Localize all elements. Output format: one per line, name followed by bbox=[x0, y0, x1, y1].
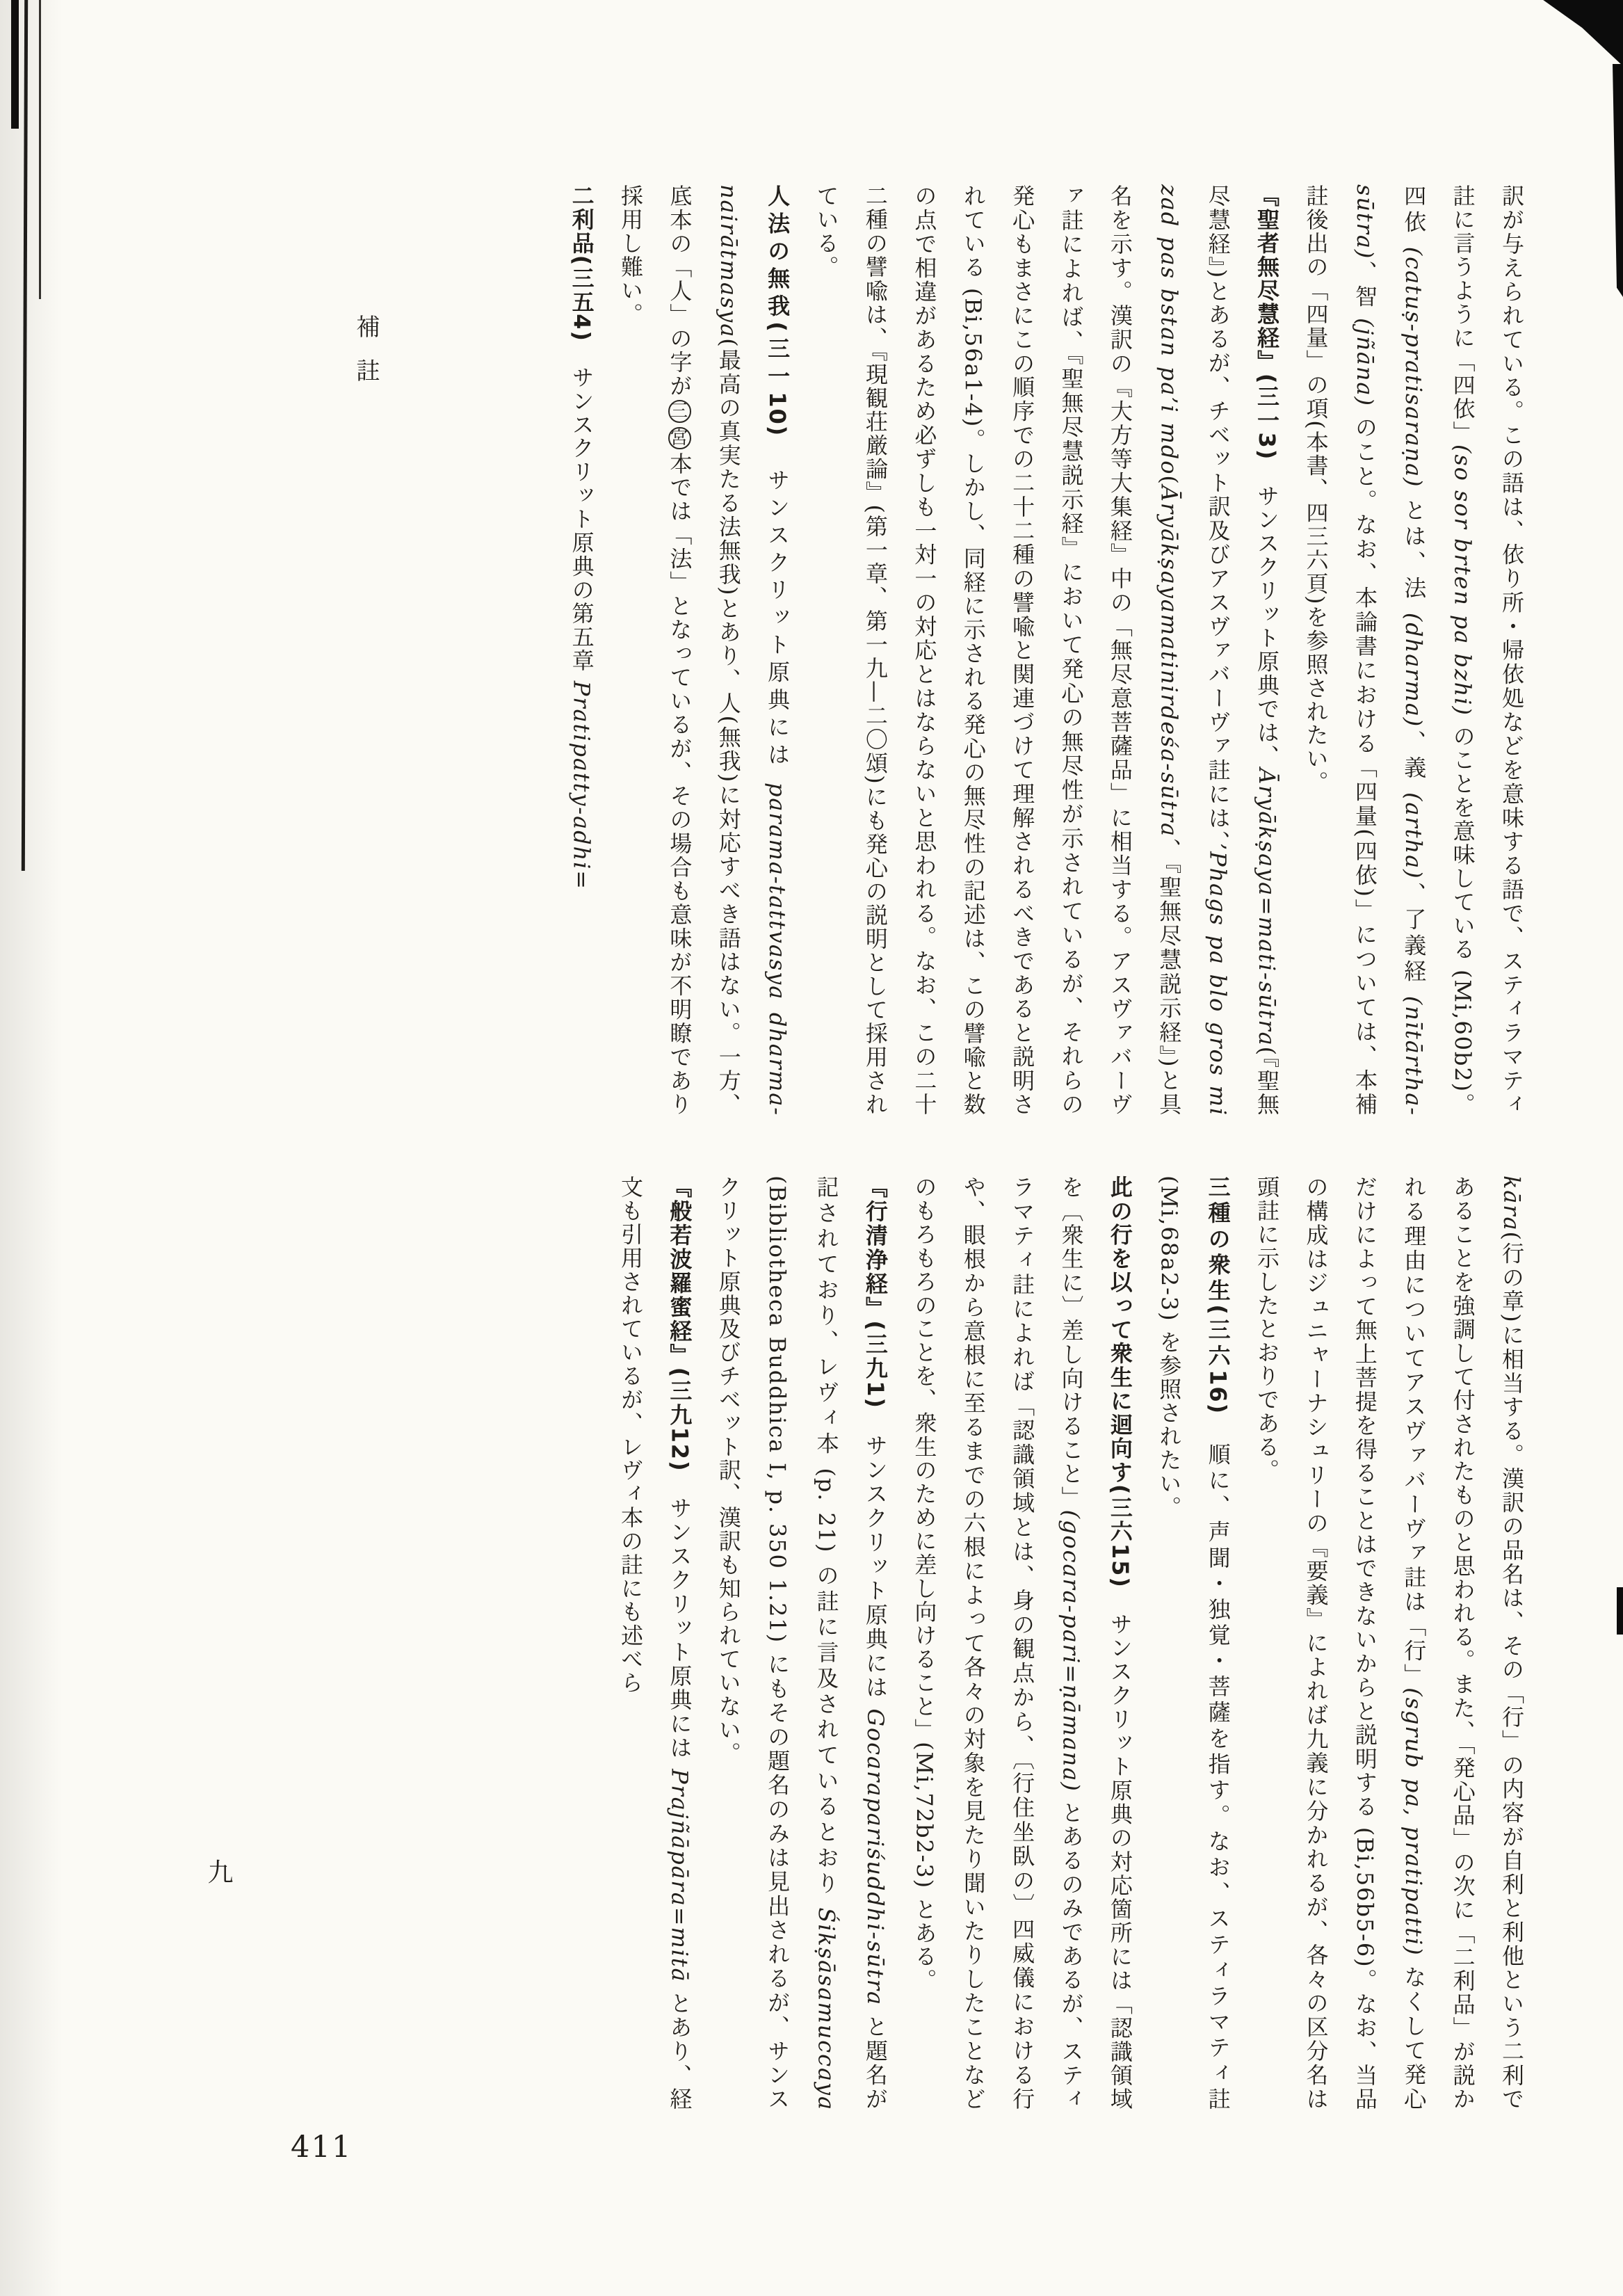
folio-number-arabic: 411 bbox=[291, 2130, 353, 2165]
text-run: を参照されたい。 bbox=[1156, 1322, 1183, 1520]
reference-citation: (Mi,72b2-3) bbox=[911, 1742, 938, 1890]
note-paragraph bbox=[704, 1175, 900, 2111]
text-run: 。しかし、同経に示される発心の無尽性の記述は、この譬喩と数の点で相違があるため必ずしも一対一の対応とはならないと思われる。なお、この二十二種の譬喩は、『現観荘厳論』(第一章、第一九—二〇頌)にも発心の説明として採用されている。 bbox=[813, 184, 987, 1116]
latin-term: (nītārtha-sūtra) bbox=[1351, 184, 1428, 1117]
latin-term: (sgrub pa, pratipatti) bbox=[1400, 1687, 1428, 1957]
text-run: とあり、経文も引用されているが、レヴィ本の註にも述べら bbox=[617, 1175, 693, 2111]
note-heading: 『聖者無尽慧経』(三一3) bbox=[1254, 184, 1281, 461]
latin-term: Śikṣāsamuccaya bbox=[813, 1907, 840, 2111]
text-run: 、義 bbox=[1400, 728, 1428, 793]
note-paragraph bbox=[802, 184, 1291, 1116]
reference-citation: (Bibliotheca Buddhica I, p. 350 1.21) bbox=[764, 1175, 791, 1644]
note-paragraph bbox=[606, 184, 802, 1116]
note-heading: 二利品(三五4) bbox=[568, 184, 595, 342]
latin-term: Prajñāpāra=mitā bbox=[666, 1769, 693, 1983]
note-heading: 三種の衆生(三六16) bbox=[1204, 1175, 1232, 1415]
lower-text-register bbox=[260, 1175, 1536, 2111]
latin-term: (catuṣ-pratisaraṇa) bbox=[1400, 246, 1428, 488]
text-run: とは、法 bbox=[1400, 488, 1428, 613]
folio-number-kanji: 九 bbox=[203, 1859, 233, 1884]
note-paragraph bbox=[1145, 1175, 1243, 2111]
latin-term: ’Phags pa blo gros mi zad pas bstan pa’i mdo bbox=[1156, 184, 1232, 1116]
text-run: 本では「法」となっているが、その場合も意味が不明瞭であり採用し難い。 bbox=[617, 184, 693, 1117]
note-paragraph bbox=[900, 1175, 1145, 2111]
text-run: 、智 bbox=[1351, 259, 1378, 319]
text-run: サンスクリット原典では、 bbox=[1254, 460, 1281, 769]
note-heading: 『般若波羅蜜経』(三九12) bbox=[666, 1175, 693, 1472]
scan-artifact-right-edge-tick bbox=[1617, 1587, 1623, 1635]
text-run: とある。 bbox=[911, 1889, 938, 1992]
text-run: サンスクリット原典には bbox=[862, 1408, 889, 1709]
latin-term: Āryākṣayamatinirdeśa-sūtra bbox=[1156, 485, 1183, 837]
text-run: のこと。なお、本論書における「四量(四依)」については、本補註後出の「四量」の項(本書、四三六頁)を参照されたい。 bbox=[1302, 184, 1378, 1116]
upper-text-register bbox=[260, 184, 1536, 1116]
note-paragraph bbox=[1291, 184, 1536, 1116]
note-heading: 『行清浄経』(三九1) bbox=[862, 1175, 889, 1409]
text-run: とあるのみであるが、スティラマティ註によれば「認識領域とは、身の観点から、〔行住坐臥の〕四威儀における行や、眼根から意根に至るまでの六根によって各々の対象を見たり聞いたりしたことなどのもろもろのことを、衆生のために差し向けること」 bbox=[911, 1175, 1085, 2111]
note-heading: 人法の無我(三一10) bbox=[764, 184, 791, 437]
latin-term: Āryākṣaya=mati-sūtra bbox=[1254, 768, 1281, 1047]
latin-term: parama-tattvasya dharma-nairātmasya bbox=[715, 184, 791, 1116]
text-run: 順に、声聞・独覚・菩薩を指す。なお、スティラマティ註 bbox=[1204, 1415, 1232, 2111]
text-run: 。四依 bbox=[1400, 184, 1476, 1117]
running-head: 補註 bbox=[352, 314, 380, 402]
text-run: (行の章)に相当する。漢訳の品名は、その「行」の内容が自利と利他という二利であることを強調して付されたものと思われる。また、「発心品」の次に「二利品」が説かれる理由についてアスヴァバーヴァ註は「行」 bbox=[1400, 1175, 1525, 2111]
scan-artifact-right-edge-strip bbox=[1613, 64, 1623, 297]
text-run: サンスクリット原典には bbox=[764, 437, 791, 782]
siglum-circled: 三 bbox=[668, 400, 691, 423]
reference-citation: (Mi,68a2-3) bbox=[1156, 1175, 1183, 1322]
note-paragraph bbox=[557, 184, 606, 1116]
latin-term: (dharma) bbox=[1400, 612, 1428, 728]
latin-term: kāra bbox=[1499, 1175, 1525, 1232]
text-run: のことを意味している bbox=[1449, 716, 1476, 970]
siglum-circled: 宮 bbox=[668, 427, 691, 450]
text-run: 。なお、当品の構成はジュニャーナシュリーの『要義』によれば九義に分かれるが、各々の区分名は頭註に示したとおりである。 bbox=[1254, 1175, 1378, 2111]
text-run: ( bbox=[1156, 475, 1183, 485]
note-paragraph bbox=[606, 1175, 704, 2111]
text-run: (最高の真実たる法無我)とあり、人(無我)に対応すべき語はない。一方、底本の「人」の字が bbox=[666, 184, 742, 1116]
text-run: の註に言及されているとおり bbox=[813, 1553, 840, 1908]
latin-term: (so sor brten pa bzhi) bbox=[1449, 444, 1476, 716]
text-run: サンスクリット原典の第五章 bbox=[568, 342, 595, 681]
text-run: と題名が記されており、レヴィ本 bbox=[813, 1175, 889, 2111]
reference-citation: (Bi,56a1-4) bbox=[960, 287, 987, 428]
text-run: 、『聖無尽慧説示経』)と具名を示す。漢訳の『大方等大集経』中の「無尽意菩薩品」に相当する。アスヴァバーヴァ註によれば、『聖無尽慧説示経』において発心の無尽性が示されているが、それらの発心もまさにこの順序での二十二種の譬喩と関連づけて理解されるべきであると説明されている bbox=[960, 184, 1183, 1116]
text-run: サンスクリット原典の対応箇所には「認識領域を〔衆生に〕差し向けること」 bbox=[1058, 1175, 1133, 2111]
reference-citation: (Bi,56b5-6) bbox=[1351, 1827, 1378, 1968]
reference-citation: (p. 21) bbox=[813, 1468, 840, 1554]
text-run: (『聖無尽慧経』)とあるが、チベット訳及びアスヴァバーヴァ註には、 bbox=[1204, 184, 1281, 1116]
latin-term: (artha) bbox=[1400, 792, 1428, 880]
latin-term: Pratipatty-adhi= bbox=[568, 680, 595, 890]
text-run: 訳が与えられている。この語は、依り所・帰依処などを意味する語で、スティラマティ註に言うように「四依」 bbox=[1449, 184, 1525, 1116]
latin-term: (gocara-pari=ṇāmana) bbox=[1058, 1509, 1085, 1792]
text-run: なくして発心だけによって無上菩提を得ることはできないからと説明する bbox=[1351, 1175, 1428, 2111]
text-run: 、了義経 bbox=[1400, 879, 1428, 996]
latin-term: (jñāna) bbox=[1351, 318, 1378, 407]
scan-artifact-top-right-corner bbox=[1526, 0, 1623, 66]
text-run: にもその題名のみは見出されるが、サンスクリット原典及びチベット訳、漢訳も知られていない。 bbox=[715, 1175, 791, 2111]
text-run: サンスクリット原典には bbox=[666, 1472, 693, 1769]
latin-term: Gocarapariśuddhi-sūtra bbox=[862, 1708, 889, 2006]
note-paragraph bbox=[1243, 1175, 1536, 2111]
page-gutter-shadow bbox=[0, 0, 63, 2296]
reference-citation: (Mi,60b2) bbox=[1449, 970, 1476, 1093]
note-heading: 此の行を以って衆生に迴向す(三六15) bbox=[1106, 1175, 1133, 1589]
